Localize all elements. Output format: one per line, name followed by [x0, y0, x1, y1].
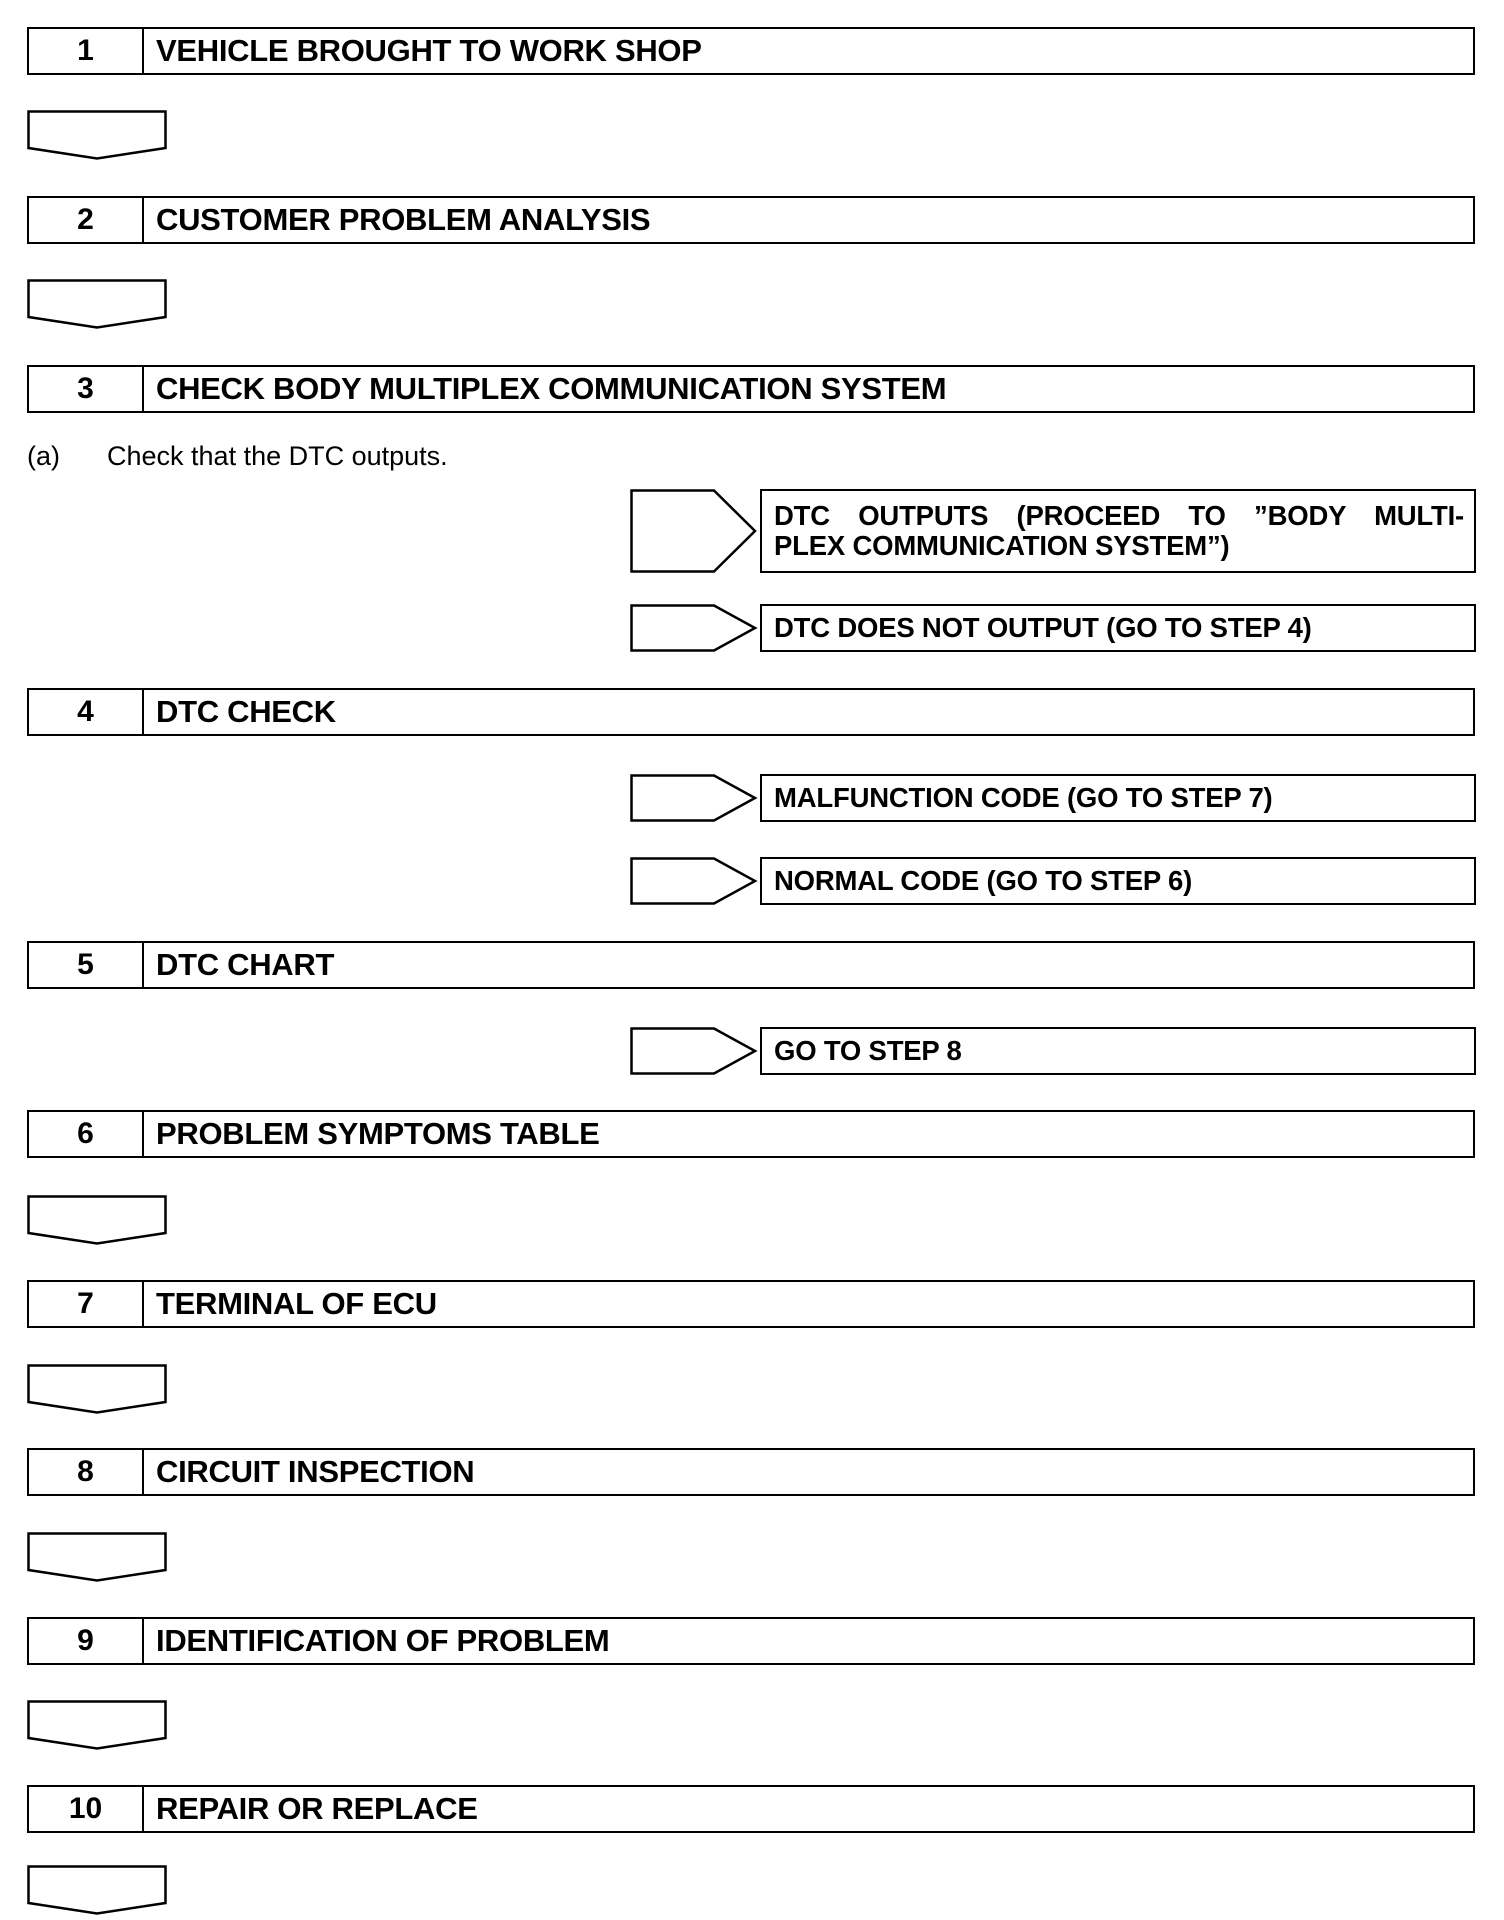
step-number: 6	[29, 1112, 144, 1156]
step-1-box	[27, 27, 1475, 75]
down-arrow-icon	[27, 1700, 167, 1750]
step-8-box	[27, 1448, 1475, 1496]
step-title: CHECK BODY MULTIPLEX COMMUNICATION SYSTEM	[156, 371, 947, 406]
down-arrow-icon	[27, 279, 167, 329]
step-title: CUSTOMER PROBLEM ANALYSIS	[156, 202, 651, 237]
right-arrow-icon	[630, 1027, 760, 1075]
step-title: TERMINAL OF ECU	[156, 1286, 437, 1321]
down-arrow-icon	[27, 1865, 167, 1915]
down-arrow-icon	[27, 1364, 167, 1414]
step-6-box	[27, 1110, 1475, 1158]
branch-dtc-outputs	[760, 489, 1476, 573]
branch-text-line-2: PLEX COMMUNICATION SYSTEM”)	[774, 530, 1230, 561]
step-2-box	[27, 196, 1475, 244]
step-title: DTC CHART	[156, 947, 335, 982]
right-arrow-icon	[630, 604, 760, 652]
step-title: IDENTIFICATION OF PROBLEM	[156, 1623, 610, 1658]
step-3-instruction	[27, 441, 448, 472]
step-number: 1	[29, 29, 144, 73]
down-arrow-icon	[27, 1195, 167, 1245]
down-arrow-icon	[27, 110, 167, 160]
step-title: VEHICLE BROUGHT TO WORK SHOP	[156, 33, 702, 68]
branch-go-to-step-8: GO TO STEP 8	[760, 1027, 1476, 1075]
branch-malfunction-code: MALFUNCTION CODE (GO TO STEP 7)	[760, 774, 1476, 822]
instruction-text: Check that the DTC outputs.	[107, 441, 448, 471]
step-9-box	[27, 1617, 1475, 1665]
step-7-box	[27, 1280, 1475, 1328]
step-4-box	[27, 688, 1475, 736]
step-3-box	[27, 365, 1475, 413]
right-arrow-icon	[630, 857, 760, 905]
step-number: 4	[29, 690, 144, 734]
branch-text-line-1: DTC OUTPUTS (PROCEED TO ”BODY MULTI-	[774, 500, 1464, 531]
step-number: 7	[29, 1282, 144, 1326]
step-5-box	[27, 941, 1475, 989]
step-number: 5	[29, 943, 144, 987]
down-arrow-icon	[27, 1532, 167, 1582]
right-arrow-icon	[630, 489, 760, 573]
instruction-label: (a)	[27, 441, 60, 471]
step-number: 3	[29, 367, 144, 411]
right-arrow-icon	[630, 774, 760, 822]
step-title: DTC CHECK	[156, 694, 336, 729]
step-number: 2	[29, 198, 144, 242]
step-number: 8	[29, 1450, 144, 1494]
branch-normal-code: NORMAL CODE (GO TO STEP 6)	[760, 857, 1476, 905]
step-number: 10	[29, 1787, 144, 1831]
step-title: CIRCUIT INSPECTION	[156, 1454, 475, 1489]
branch-dtc-not-output: DTC DOES NOT OUTPUT (GO TO STEP 4)	[760, 604, 1476, 652]
step-title: PROBLEM SYMPTOMS TABLE	[156, 1116, 600, 1151]
step-title: REPAIR OR REPLACE	[156, 1791, 478, 1826]
step-10-box	[27, 1785, 1475, 1833]
step-number: 9	[29, 1619, 144, 1663]
